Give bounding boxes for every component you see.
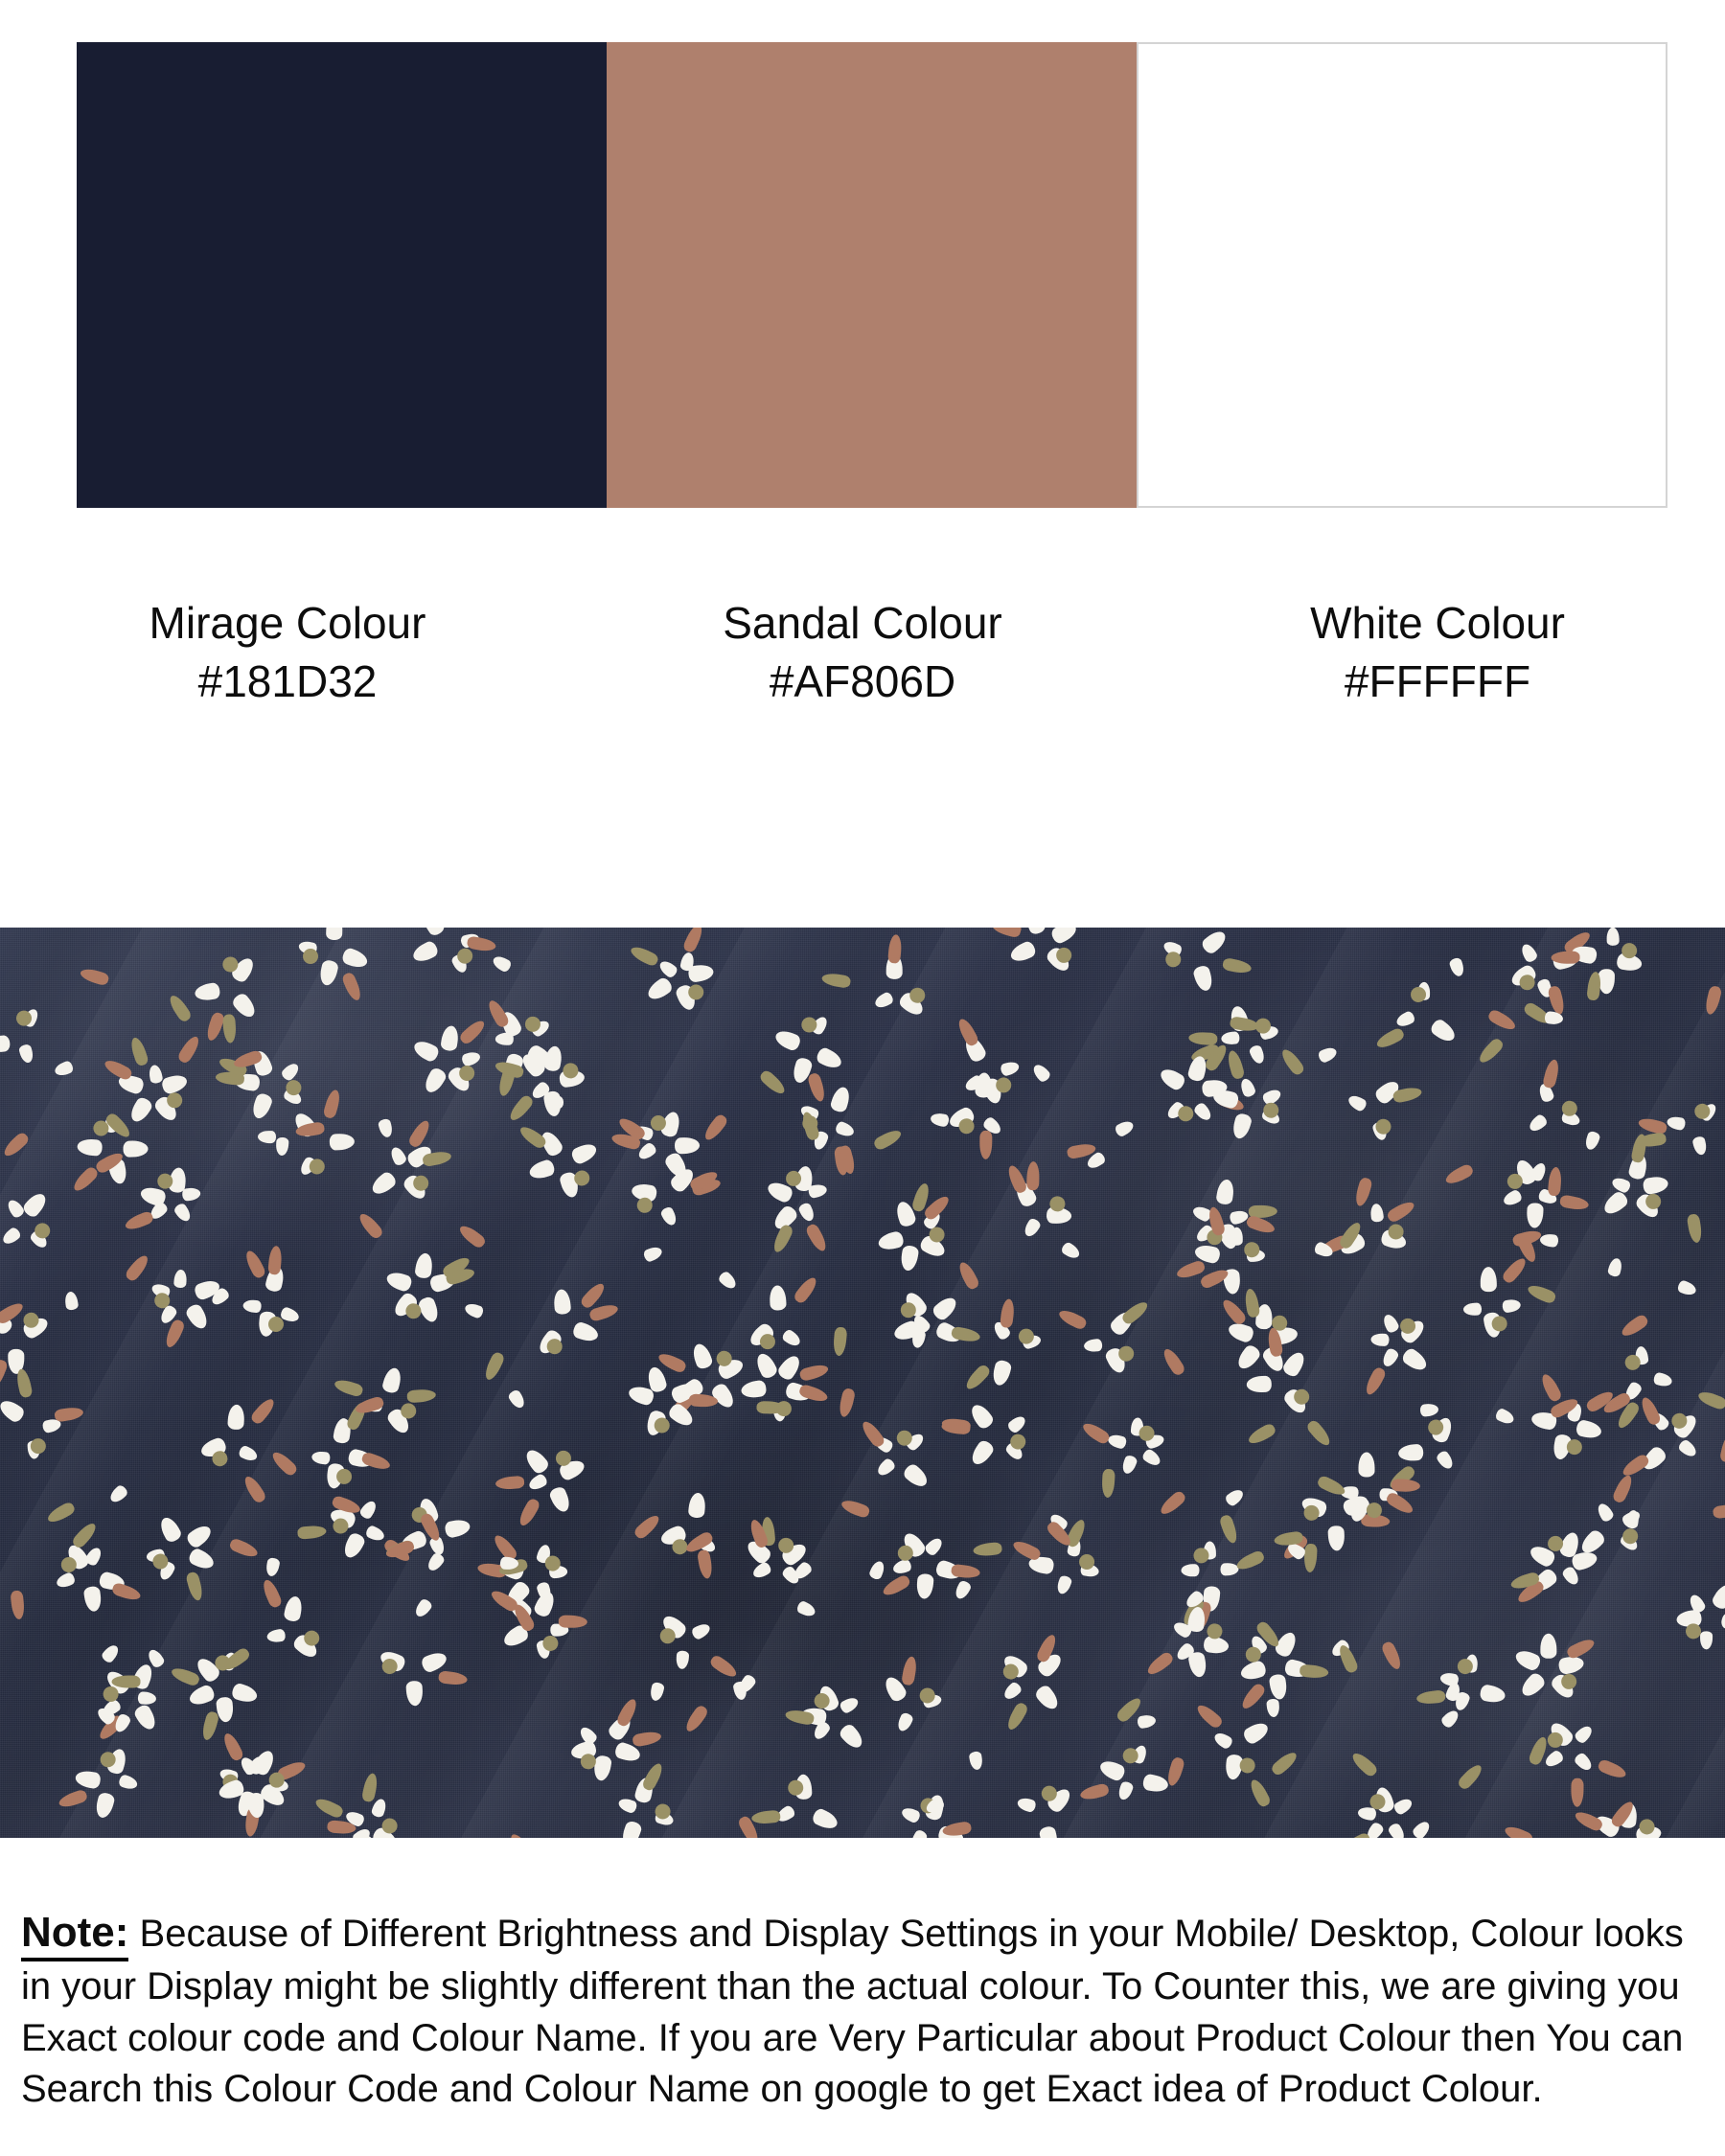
- floral-leaf: [1279, 1046, 1306, 1077]
- swatch-name-sandal: Sandal Colour: [723, 598, 1002, 648]
- floral-leaf: [124, 1252, 151, 1283]
- swatch-name-mirage: Mirage Colour: [149, 598, 426, 648]
- fabric-swatch-image: [0, 928, 1725, 1838]
- floral-petal: [264, 1557, 280, 1577]
- floral-petal: [649, 1681, 665, 1701]
- floral-leaf: [1477, 1037, 1506, 1067]
- floral-leaf: [872, 1127, 904, 1152]
- floral-leaf: [1443, 1163, 1475, 1187]
- floral-leaf: [456, 1223, 487, 1250]
- floral-petal: [1031, 1062, 1052, 1084]
- swatch-white: [1137, 42, 1668, 508]
- swatch-name-white: White Colour: [1310, 598, 1565, 648]
- floral-leaf: [1704, 985, 1723, 1016]
- fabric-floral-print: [0, 928, 1725, 1838]
- floral-petal: [1607, 1257, 1623, 1278]
- floral-petal: [412, 1597, 433, 1619]
- floral-leaf: [1101, 1469, 1116, 1499]
- floral-leaf: [112, 1676, 141, 1688]
- floral-leaf: [1718, 1433, 1725, 1463]
- floral-petal: [1539, 1233, 1558, 1248]
- floral-petal: [1115, 1119, 1137, 1138]
- floral-leaf: [1486, 1008, 1518, 1033]
- floral-leaf: [269, 1449, 299, 1478]
- note-text: Because of Different Brightness and Display Settings in your Mobile/ Desktop, Colour looks in your Display might be slightly different than the actual colour. To Counter this, we are giving you Exact colour code and Colour Name. If you are Very Particular about Product Colour then You can Search this Colour Code and Colour Name on google to get Exact idea of Product Colour.: [21, 1913, 1684, 2111]
- floral-leaf: [1504, 1823, 1535, 1838]
- floral-leaf: [840, 1498, 872, 1519]
- floral-leaf: [483, 1350, 506, 1382]
- floral-leaf: [1353, 1177, 1373, 1207]
- floral-leaf: [176, 1034, 202, 1065]
- floral-leaf: [297, 1525, 327, 1540]
- floral-leaf: [973, 1542, 1002, 1557]
- floral-petal: [969, 1751, 984, 1771]
- floral-petal: [107, 1483, 129, 1504]
- floral-petal: [1411, 1819, 1432, 1838]
- floral-leaf: [80, 967, 110, 987]
- floral-leaf: [941, 1821, 972, 1838]
- floral-petal: [100, 1642, 121, 1664]
- floral-petal: [63, 1291, 79, 1311]
- floral-leaf: [956, 1260, 981, 1292]
- floral-leaf: [1456, 1762, 1484, 1792]
- floral-leaf: [1165, 1756, 1185, 1787]
- caption-white: [1150, 594, 1725, 710]
- floral-petal: [258, 1131, 276, 1144]
- floral-leaf: [1304, 1544, 1319, 1573]
- floral-petal: [1448, 956, 1465, 977]
- floral-leaf: [1248, 1778, 1273, 1809]
- floral-petal: [1267, 1699, 1281, 1718]
- floral-leaf: [1380, 1640, 1403, 1671]
- floral-leaf: [1619, 1313, 1649, 1340]
- floral-leaf: [1547, 1166, 1562, 1196]
- floral-petal: [425, 1551, 446, 1573]
- floral-leaf: [758, 1069, 788, 1098]
- floral-leaf: [71, 1520, 100, 1549]
- floral-leaf: [11, 1591, 26, 1620]
- floral-leaf: [837, 1388, 855, 1418]
- floral-petal: [1494, 1407, 1516, 1426]
- floral-leaf: [632, 1512, 662, 1541]
- floral-petal: [1137, 1714, 1157, 1730]
- floral-leaf: [356, 1210, 384, 1240]
- floral-petal: [463, 1302, 484, 1320]
- floral-petal: [795, 1600, 817, 1619]
- note-label: Note:: [21, 1909, 128, 1961]
- floral-leaf: [1270, 1749, 1300, 1777]
- floral-leaf: [0, 1299, 26, 1325]
- floral-leaf: [1349, 1750, 1379, 1778]
- swatch-code-sandal: #AF806D: [769, 655, 956, 706]
- floral-leaf: [241, 1474, 266, 1504]
- floral-leaf: [2, 1131, 32, 1159]
- caption-mirage: [0, 594, 575, 710]
- floral-leaf: [45, 1501, 77, 1525]
- floral-leaf: [1161, 1346, 1186, 1377]
- floral-petal: [867, 1559, 886, 1581]
- floral-leaf: [1218, 1513, 1239, 1545]
- floral-leaf: [683, 1704, 710, 1734]
- floral-petal: [275, 1137, 288, 1157]
- swatch-sandal: [607, 42, 1137, 508]
- floral-leaf: [832, 1327, 847, 1357]
- floral-leaf: [702, 1112, 729, 1143]
- floral-leaf: [1158, 1489, 1187, 1517]
- floral-petal: [930, 1112, 950, 1127]
- floral-petal: [1060, 1240, 1082, 1260]
- floral-leaf: [228, 1537, 260, 1560]
- floral-petal: [491, 953, 513, 974]
- floral-petal: [1676, 1279, 1697, 1297]
- floral-petal: [1583, 1130, 1600, 1151]
- swatch-mirage: [77, 42, 607, 508]
- floral-petal: [1439, 1708, 1461, 1730]
- floral-leaf: [167, 993, 194, 1023]
- floral-petal: [953, 1579, 972, 1601]
- floral-leaf: [1713, 1503, 1725, 1520]
- floral-leaf: [1337, 1643, 1360, 1675]
- colour-caption-row: [0, 594, 1725, 710]
- floral-leaf: [1247, 1422, 1278, 1447]
- floral-petal: [642, 1245, 663, 1263]
- floral-petal: [717, 1270, 739, 1292]
- colour-disclaimer-note: [21, 1905, 1708, 2116]
- floral-leaf: [820, 973, 851, 990]
- floral-petal: [1419, 1403, 1438, 1417]
- floral-leaf: [507, 1831, 534, 1838]
- floral-leaf: [1687, 1214, 1704, 1245]
- caption-sandal: [575, 594, 1150, 710]
- floral-petal: [53, 1060, 74, 1078]
- floral-petal: [1224, 1487, 1246, 1508]
- floral-petal: [378, 1118, 394, 1139]
- floral-leaf: [1230, 1016, 1260, 1033]
- floral-petal: [1317, 1045, 1339, 1065]
- floral-leaf: [1234, 1549, 1266, 1572]
- floral-leaf: [1696, 1389, 1725, 1411]
- swatch-code-white: #FFFFFF: [1344, 655, 1531, 706]
- swatch-code-mirage: #181D32: [197, 655, 378, 706]
- colour-swatch-band: [77, 42, 1668, 508]
- floral-leaf: [1526, 1282, 1557, 1304]
- floral-leaf: [1304, 1418, 1332, 1448]
- floral-petal: [507, 1388, 527, 1411]
